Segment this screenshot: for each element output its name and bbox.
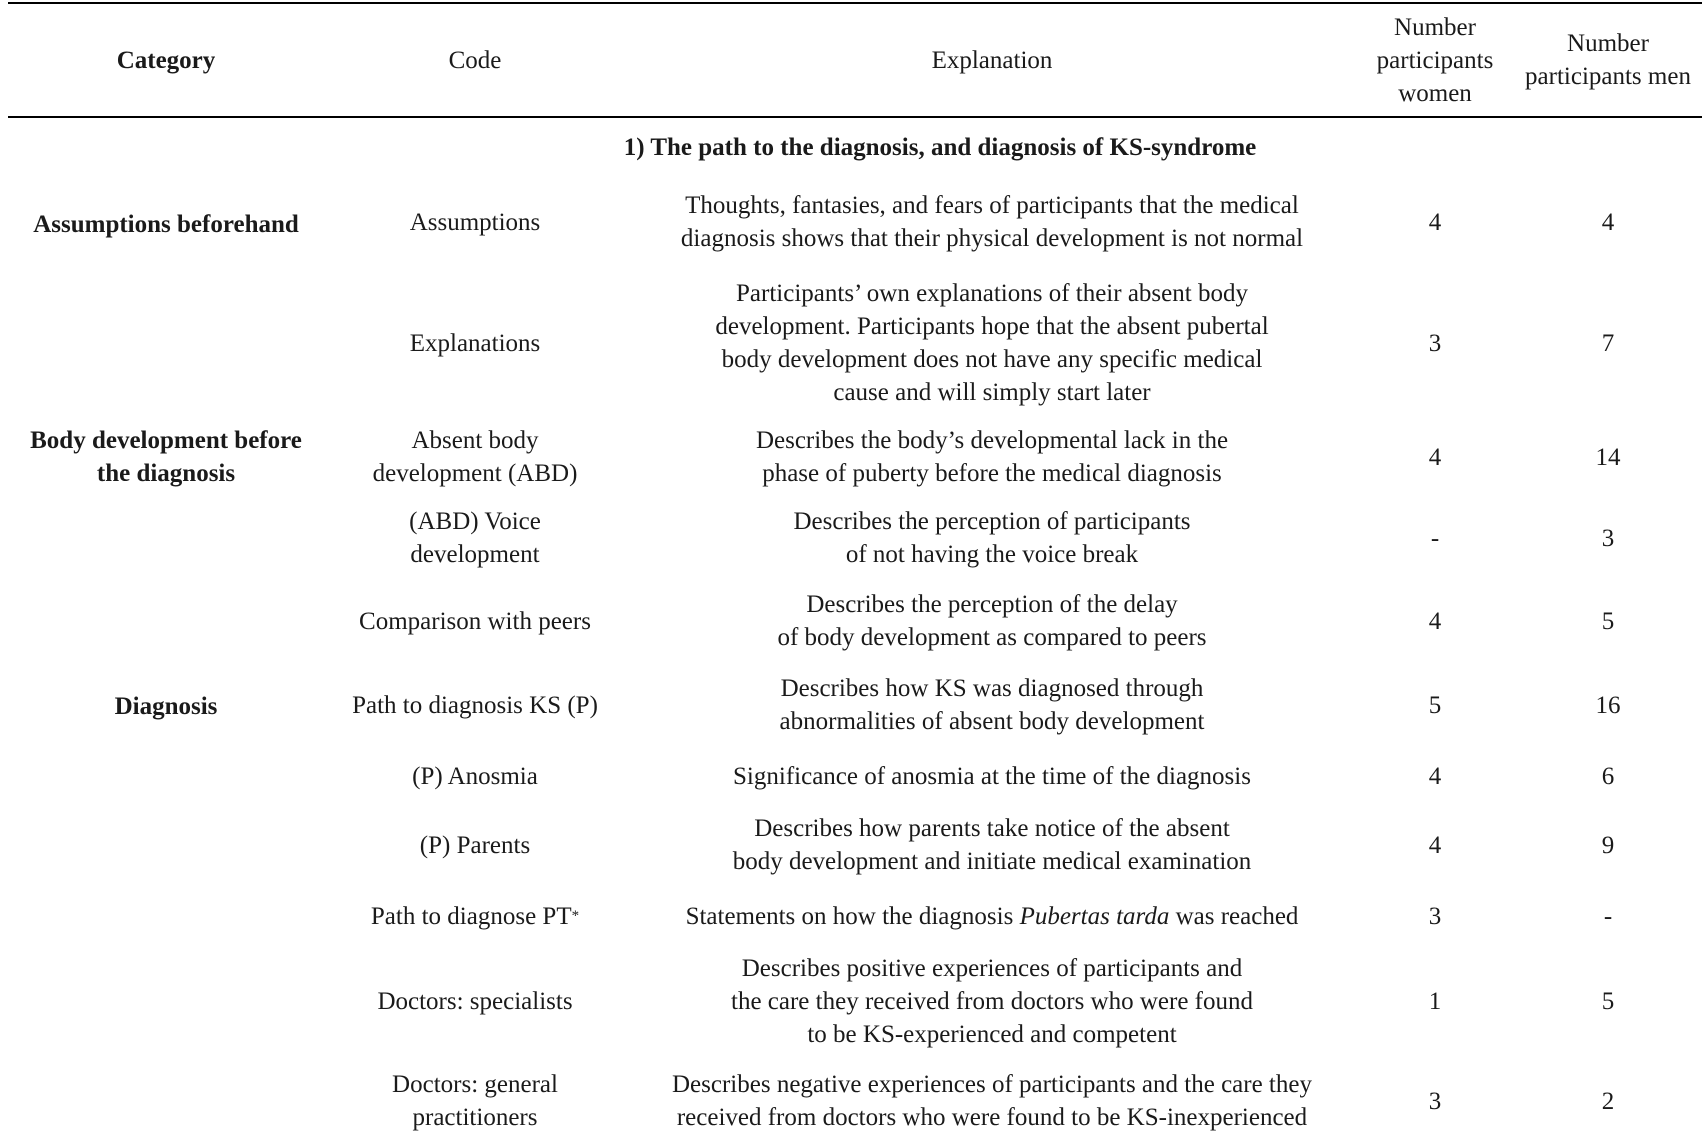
row-men: - (1603, 902, 1613, 930)
row-code: (P) Parents (419, 831, 531, 859)
category-assumptions: Assumptions beforehand (33, 210, 299, 238)
row-explanation: Thoughts, fantasies, and fears of participants that the medical diagnosis shows that their physical development is not normal (680, 192, 1304, 252)
row-code-text: Path to diagnose PT (370, 902, 572, 930)
row-men: 7 (1601, 329, 1615, 357)
row-code: (P) Anosmia (412, 762, 538, 790)
row-men: 4 (1601, 208, 1615, 236)
row-explanation: Significance of anosmia at the time of the diagnosis (733, 762, 1251, 790)
header-bottom-rule (8, 116, 1702, 118)
row-men: 3 (1601, 524, 1615, 552)
row-women: 3 (1428, 329, 1442, 357)
row-men: 14 (1595, 443, 1621, 471)
row-women: - (1430, 524, 1440, 552)
row-code: Doctors: general practitioners (392, 1071, 558, 1131)
row-men: 16 (1595, 691, 1621, 719)
header-category: Category (116, 46, 216, 74)
row-women: 4 (1428, 831, 1442, 859)
row-men: 6 (1601, 762, 1615, 790)
category-diagnosis: Diagnosis (114, 692, 218, 720)
row-women: 4 (1428, 443, 1442, 471)
header-men: Number participants men (1525, 30, 1691, 90)
row-women: 5 (1428, 691, 1442, 719)
row-men: 5 (1601, 987, 1615, 1015)
row-explanation: Describes how KS was diagnosed through abnormalities of absent body development (779, 675, 1205, 735)
row-code: Explanations (409, 329, 541, 357)
row-women: 3 (1428, 1087, 1442, 1115)
row-men: 2 (1601, 1087, 1615, 1115)
row-code: Path to diagnosis KS (P) (352, 691, 598, 719)
row-explanation-pre: Statements on how the diagnosis (685, 902, 1020, 930)
row-explanation: Describes positive experiences of participants and the care they received from doctors who were found to be KS-experienced and competent (731, 954, 1253, 1048)
row-explanation: Describes how parents take notice of the absent body development and initiate medical examination (732, 815, 1252, 875)
row-women: 3 (1428, 902, 1442, 930)
header-explanation: Explanation (931, 46, 1053, 74)
section-title: 1) The path to the diagnosis, and diagnosis of KS-syndrome (623, 133, 1257, 161)
header-women: Number participants women (1376, 13, 1494, 107)
row-explanation-italic: Pubertas tarda (1019, 902, 1170, 930)
category-body-development: Body development before the diagnosis (30, 427, 302, 487)
row-women: 4 (1428, 762, 1442, 790)
row-explanation: Describes negative experiences of participants and the care they received from doctors who were found to be KS-inexperienced (672, 1071, 1312, 1131)
row-explanation: Describes the body’s developmental lack in the phase of puberty before the medical diagnosis (755, 427, 1229, 487)
row-code: Comparison with peers (359, 607, 591, 635)
row-explanation: Participants’ own explanations of their absent body development. Participants hope that the absent pubertal body development does not have any specific medical cause and will simply start later (715, 280, 1269, 406)
row-explanation: Describes the perception of the delay of body development as compared to peers (777, 591, 1207, 651)
table-top-rule (8, 2, 1702, 4)
row-explanation-post: was reached (1169, 902, 1299, 930)
row-code: (ABD) Voice development (409, 508, 541, 568)
row-code: Absent body development (ABD) (372, 427, 578, 487)
row-code: Doctors: specialists (377, 987, 573, 1015)
header-code: Code (448, 46, 502, 74)
row-women: 1 (1428, 987, 1442, 1015)
row-code: Path to diagnose PT * (325, 898, 625, 934)
row-men: 5 (1601, 607, 1615, 635)
row-explanation: Describes the perception of participants of not having the voice break (793, 508, 1191, 568)
row-women: 4 (1428, 607, 1442, 635)
row-code: Assumptions (409, 208, 541, 236)
row-explanation (626, 898, 1358, 934)
row-women: 4 (1428, 208, 1442, 236)
row-men: 9 (1601, 831, 1615, 859)
